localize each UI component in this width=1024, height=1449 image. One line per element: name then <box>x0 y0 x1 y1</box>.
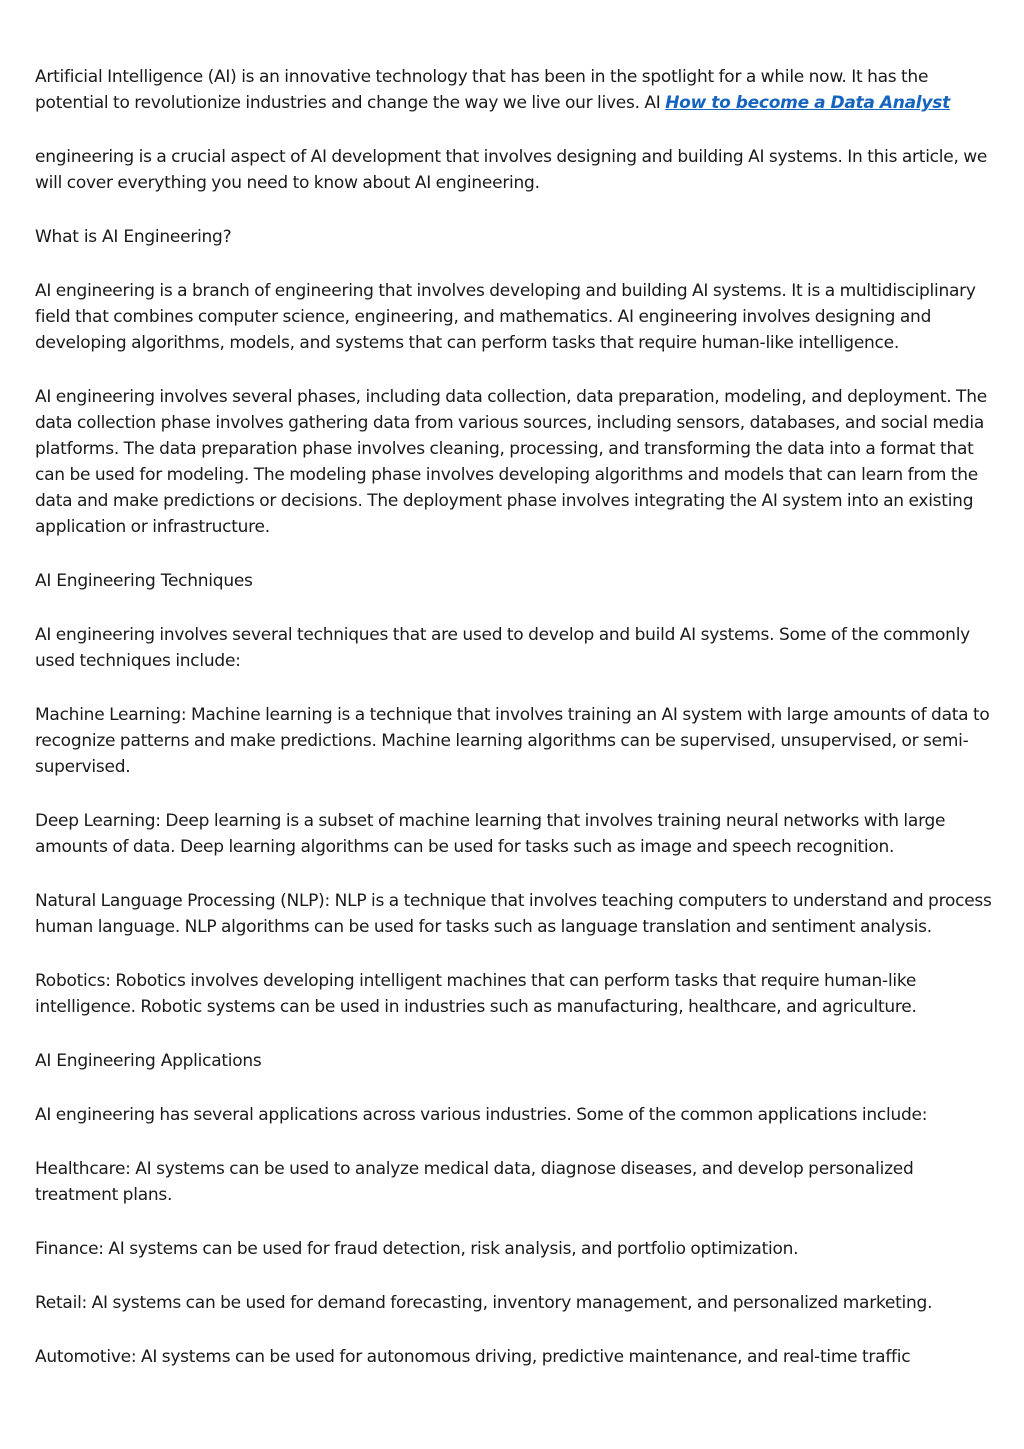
technique-machine-learning: Machine Learning: Machine learning is a technique that involves training an AI system with large amounts of data to recognize patterns and make predictions. Machine learning algorithms can be supervised, unsupervised, or semi-supervised. <box>35 705 990 777</box>
definition-paragraph: AI engineering is a branch of engineering that involves developing and building AI systems. It is a multidisciplinary field that combines computer science, engineering, and mathematics. AI engineering involves designing and developing algorithms, models, and systems that can perform tasks that require human-like intelligence. <box>35 281 976 353</box>
application-healthcare: Healthcare: AI systems can be used to analyze medical data, diagnose diseases, and develop personalized treatment plans. <box>35 1159 914 1205</box>
techniques-intro-paragraph: AI engineering involves several techniques that are used to develop and build AI systems. Some of the commonly used techniques include: <box>35 625 970 671</box>
application-retail: Retail: AI systems can be used for demand forecasting, inventory management, and personalized marketing. <box>35 1293 933 1313</box>
application-automotive: Automotive: AI systems can be used for autonomous driving, predictive maintenance, and real-time traffic <box>35 1347 911 1367</box>
data-analyst-link[interactable]: How to become a Data Analyst <box>665 93 950 113</box>
intro-continued-paragraph: engineering is a crucial aspect of AI development that involves designing and building AI systems. In this article, we will cover everything you need to know about AI engineering. <box>35 147 988 193</box>
application-finance: Finance: AI systems can be used for fraud detection, risk analysis, and portfolio optimization. <box>35 1239 799 1259</box>
phases-paragraph: AI engineering involves several phases, including data collection, data preparation, modeling, and deployment. The data collection phase involves gathering data from various sources, including sensors, databases, and social media platforms. The data preparation phase involves cleaning, processing, and transforming the data into a format that can be used for modeling. The modeling phase involves developing algorithms and models that can learn from the data and make predictions or decisions. The deployment phase involves integrating the AI system into an existing application or infrastructure. <box>35 387 987 537</box>
article-body <box>35 64 995 1398</box>
heading-applications: AI Engineering Applications <box>35 1051 262 1071</box>
applications-intro-paragraph: AI engineering has several applications across various industries. Some of the common applications include: <box>35 1105 928 1125</box>
heading-what-is-ai-engineering: What is AI Engineering? <box>35 227 232 247</box>
technique-deep-learning: Deep Learning: Deep learning is a subset of machine learning that involves training neural networks with large amounts of data. Deep learning algorithms can be used for tasks such as image and speech recognition. <box>35 811 946 857</box>
technique-nlp: Natural Language Processing (NLP): NLP is a technique that involves teaching computers to understand and process human language. NLP algorithms can be used for tasks such as language translation and sentiment analysis. <box>35 891 992 937</box>
intro-text: Artificial Intelligence (AI) is an innovative technology that has been in the spotlight for a while now. It has the potential to revolutionize industries and change the way we live our lives. AI <box>35 67 929 113</box>
technique-robotics: Robotics: Robotics involves developing intelligent machines that can perform tasks that require human-like intelligence. Robotic systems can be used in industries such as manufacturing, healthcare, and agriculture. <box>35 971 917 1017</box>
heading-techniques: AI Engineering Techniques <box>35 571 253 591</box>
intro-paragraph <box>35 64 995 116</box>
